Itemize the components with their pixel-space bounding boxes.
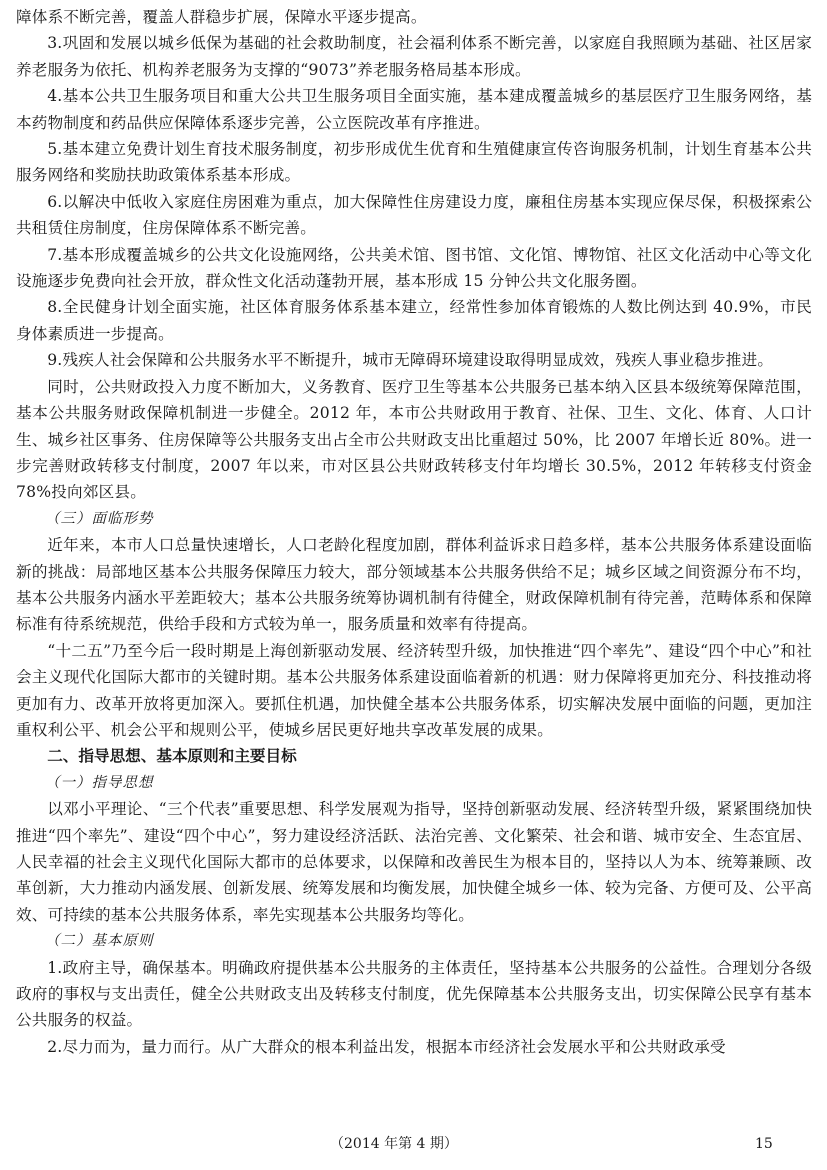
paragraph: 7.基本形成覆盖城乡的公共文化设施网络，公共美术馆、图书馆、文化馆、博物馆、社区文化活动中心等文化设施逐步免费向社会开放，群众性文化活动蓬勃开展，基本形成 15 分钟公共文化服务圈。 — [16, 245, 812, 291]
subsection-heading: （三）面临形势 — [45, 510, 154, 527]
section-heading: 二、指导思想、基本原则和主要目标 — [47, 747, 297, 766]
issue-label: （2014 年第 4 期） — [330, 1136, 458, 1152]
paragraph: “十二五”乃至今后一段时期是上海创新驱动发展、经济转型升级，加快推进“四个率先”、建设“四个中心”和社会主义现代化国际大都市的关键时期。基本公共服务体系建设面临着新的机遇：财力保障将更加充分、科技推动将更加有力、改革开放将更加深入。要抓住机遇，加快健全基本公共服务体系，切实解决发展中面临的问题，更加注重权利公平、机会公平和规则公平，使城乡居民更好地共享改革发展的成果。 — [16, 641, 812, 739]
paragraph: 3.巩固和发展以城乡低保为基础的社会救助制度，社会福利体系不断完善，以家庭自我照顾为基础、社区居家养老服务为依托、机构养老服务为支撑的“9073”养老服务格局基本形成。 — [16, 34, 812, 79]
page-footer — [0, 1132, 827, 1156]
paragraph: 近年来，本市人口总量快速增长，人口老龄化程度加剧，群体利益诉求日趋多样，基本公共服务体系建设面临新的挑战：局部地区基本公共服务保障压力较大，部分领域基本公共服务供给不足；城乡区域之间资源分布不均，基本公共服务内涵水平差距较大；基本公共服务统筹协调机制有待健全，财政保障机制有待完善，范畴体系和保障标准有待系统规范，供给手段和方式较为单一，服务质量和效率有待提高。 — [16, 536, 812, 634]
paragraph: 1.政府主导，确保基本。明确政府提供基本公共服务的主体责任，坚持基本公共服务的公益性。合理划分各级政府的事权与支出责任，健全公共财政支出及转移支付制度，优先保障基本公共服务支出，切实保障公民享有基本公共服务的权益。 — [16, 958, 812, 1030]
subsection-heading: （二）基本原则 — [45, 933, 154, 950]
paragraph: 同时，公共财政投入力度不断加大，义务教育、医疗卫生等基本公共服务已基本纳入区县本级统筹保障范围，基本公共服务财政保障机制进一步健全。2012 年，本市公共财政用于教育、社保、卫生、文化、体育、人口计生、城乡社区事务、住房保障等公共服务支出占全市公共财政支出比重超过 50%，比 2007 年增长近 80%。进一步完善财政转移支付制度，2007 年以来，市对区县公共财政转移支付年均增长 30.5%，2012 年转移支付资金 78%投向郊区县。 — [16, 377, 812, 502]
paragraph: 以邓小平理论、“三个代表”重要思想、科学发展观为指导，坚持创新驱动发展、经济转型升级，紧紧围绕加快推进“四个率先”、建设“四个中心”，努力建设经济活跃、法治完善、文化繁荣、社会和谐、城市安全、生态宜居、人民幸福的社会主义现代化国际大都市的总体要求，以保障和改善民生为根本目的，坚持以人为本、统筹兼顾、改革创新，大力推动内涵发展、创新发展、统筹发展和均衡发展，加快健全城乡一体、较为完备、方便可及、公平高效、可持续的基本公共服务体系，率先实现基本公共服务均等化。 — [16, 800, 812, 924]
paragraph: 2.尽力而为，量力而行。从广大群众的根本利益出发，根据本市经济社会发展水平和公共财政承受 — [47, 1037, 726, 1056]
paragraph: 6.以解决中低收入家庭住房困难为重点，加大保障性住房建设力度，廉租住房基本实现应保尽保，积极探索公共租赁住房制度，住房保障体系不断完善。 — [16, 192, 812, 238]
subsection-heading: （一）指导思想 — [45, 774, 154, 791]
page-number: 15 — [755, 1136, 773, 1152]
paragraph: 障体系不断完善，覆盖人群稳步扩展，保障水平逐步提高。 — [16, 8, 427, 26]
paragraph: 4.基本公共卫生服务项目和重大公共卫生服务项目全面实施，基本建成覆盖城乡的基层医疗卫生服务网络，基本药物制度和药品供应保障体系逐步完善，公立医院改革有序推进。 — [16, 87, 812, 132]
paragraph: 8.全民健身计划全面实施，社区体育服务体系基本建立，经常性参加体育锻炼的人数比例达到 40.9%，市民身体素质进一步提高。 — [16, 298, 812, 343]
paragraph: 9.残疾人社会保障和公共服务水平不断提升，城市无障碍环境建设取得明显成效，残疾人事业稳步推进。 — [47, 351, 774, 370]
document-body — [16, 4, 812, 1060]
paragraph: 5.基本建立免费计划生育技术服务制度，初步形成优生优育和生殖健康宣传咨询服务机制，计划生育基本公共服务网络和奖励扶助政策体系基本形成。 — [16, 140, 812, 185]
